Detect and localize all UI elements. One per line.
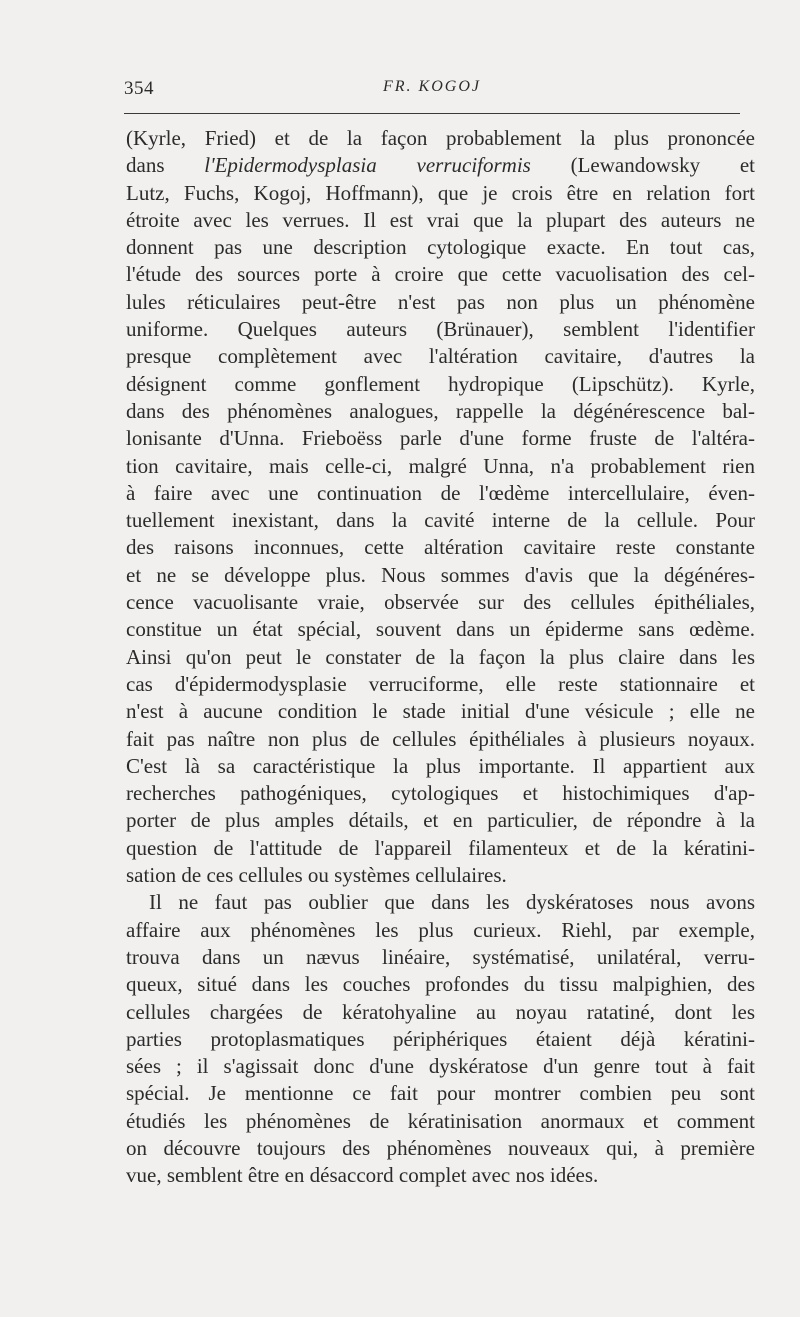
text-line xyxy=(126,1026,755,1053)
text-line xyxy=(126,1108,755,1135)
text-line xyxy=(126,726,755,753)
text-segment: lonisante d'Unna. Frieboëss parle d'une forme fruste de l'altéra- xyxy=(126,426,755,451)
text-segment: (Lewandowsky et xyxy=(530,153,755,178)
paragraph xyxy=(126,125,755,889)
text-segment: dans des phénomènes analogues, rappelle la dégénérescence bal- xyxy=(126,398,755,423)
text-segment: étroite avec les verrues. Il est vrai que la plupart des auteurs ne xyxy=(126,207,755,232)
text-segment: désignent comme gonflement hydropique (Lipschütz). Kyrle, xyxy=(126,371,755,396)
text-segment: affaire aux phénomènes les plus curieux. Riehl, par exemple, xyxy=(126,917,755,942)
text-segment: uniforme. Quelques auteurs (Brünauer), semblent l'identifier xyxy=(126,317,755,342)
text-line xyxy=(126,289,755,316)
text-segment: donnent pas une description cytologique exacte. En tout cas, xyxy=(126,235,755,260)
text-line xyxy=(126,1135,755,1162)
text-line xyxy=(126,234,755,261)
body-text xyxy=(126,125,755,1190)
italic-text-segment: l'Epidermodysplasia verruciformis xyxy=(204,153,531,178)
text-line xyxy=(126,971,755,998)
text-segment: (Kyrle, Fried) et de la façon probablement la plus prononcée xyxy=(126,126,755,150)
text-line xyxy=(126,807,755,834)
text-segment: et ne se développe plus. Nous sommes d'avis que la dégénéres- xyxy=(126,562,755,587)
text-segment: étudiés les phénomènes de kératinisation anormaux et comment xyxy=(126,1108,755,1133)
text-segment: parties protoplasmatiques périphériques étaient déjà kératini- xyxy=(126,1026,755,1051)
text-segment: dans xyxy=(126,153,205,178)
text-segment: cellules chargées de kératohyaline au noyau ratatiné, dont les xyxy=(126,999,755,1024)
text-line xyxy=(126,917,755,944)
text-segment: Il ne faut pas oublier que dans les dyskératoses nous avons xyxy=(149,890,755,915)
text-line xyxy=(126,644,755,671)
text-line xyxy=(126,261,755,288)
text-line xyxy=(126,425,755,452)
text-line xyxy=(126,999,755,1026)
header-rule xyxy=(124,113,740,114)
text-line xyxy=(126,753,755,780)
text-line xyxy=(126,589,755,616)
text-line xyxy=(126,562,755,589)
text-line xyxy=(126,1080,755,1107)
text-segment: on découvre toujours des phénomènes nouveaux qui, à première xyxy=(126,1135,755,1160)
paragraph xyxy=(126,889,755,1189)
text-line xyxy=(126,125,755,152)
text-segment: spécial. Je mentionne ce fait pour montrer combien peu sont xyxy=(126,1081,755,1106)
text-line xyxy=(126,152,755,179)
running-head xyxy=(124,78,740,104)
text-line xyxy=(126,180,755,207)
text-line xyxy=(126,534,755,561)
running-title: FR. KOGOJ xyxy=(383,78,481,95)
text-line xyxy=(126,698,755,725)
text-line xyxy=(126,944,755,971)
text-segment: à faire avec une continuation de l'œdème intercellulaire, éven- xyxy=(126,480,755,505)
text-segment: fait pas naître non plus de cellules épithéliales à plusieurs noyaux. xyxy=(126,726,755,751)
text-line xyxy=(126,371,755,398)
text-segment: question de l'attitude de l'appareil filamenteux et de la kératini- xyxy=(126,835,755,860)
text-line xyxy=(126,398,755,425)
text-segment: vue, semblent être en désaccord complet avec nos idées. xyxy=(126,1163,599,1188)
text-line xyxy=(126,207,755,234)
text-segment: l'étude des sources porte à croire que cette vacuolisation des cel- xyxy=(126,262,755,287)
text-segment: sation de ces cellules ou systèmes cellulaires. xyxy=(126,863,507,888)
text-segment: sées ; il s'agissait donc d'une dyskératose d'un genre tout à fait xyxy=(126,1054,755,1079)
text-segment: queux, situé dans les couches profondes du tissu malpighien, des xyxy=(126,972,755,997)
text-segment: Lutz, Fuchs, Kogoj, Hoffmann), que je crois être en relation fort xyxy=(126,180,755,205)
text-line xyxy=(126,1162,755,1189)
text-segment: des raisons inconnues, cette altération cavitaire reste constante xyxy=(126,535,755,560)
text-line xyxy=(126,780,755,807)
text-segment: Ainsi qu'on peut le constater de la façon la plus claire dans les xyxy=(126,644,755,669)
text-line xyxy=(126,889,755,916)
text-segment: n'est à aucune condition le stade initial d'une vésicule ; elle ne xyxy=(126,699,755,724)
text-segment: constitue un état spécial, souvent dans un épiderme sans œdème. xyxy=(126,617,755,642)
text-line xyxy=(126,1053,755,1080)
text-line xyxy=(126,343,755,370)
text-line xyxy=(126,480,755,507)
text-segment: tuellement inexistant, dans la cavité interne de la cellule. Pour xyxy=(126,508,755,533)
text-line xyxy=(126,453,755,480)
text-segment: tion cavitaire, mais celle-ci, malgré Unna, n'a probablement rien xyxy=(126,453,755,478)
text-segment: lules réticulaires peut-être n'est pas non plus un phénomène xyxy=(126,289,755,314)
text-segment: presque complètement avec l'altération cavitaire, d'autres la xyxy=(126,344,755,369)
text-line xyxy=(126,616,755,643)
text-segment: cence vacuolisante vraie, observée sur des cellules épithéliales, xyxy=(126,590,755,615)
text-line xyxy=(126,671,755,698)
text-segment: cas d'épidermodysplasie verruciforme, elle reste stationnaire et xyxy=(126,671,755,696)
text-line xyxy=(126,316,755,343)
page-number: 354 xyxy=(124,78,154,99)
text-segment: recherches pathogéniques, cytologiques et histochimiques d'ap- xyxy=(126,781,755,806)
text-segment: C'est là sa caractéristique la plus importante. Il appartient aux xyxy=(126,753,755,778)
text-segment: porter de plus amples détails, et en particulier, de répondre à la xyxy=(126,808,755,833)
text-line xyxy=(126,835,755,862)
text-line xyxy=(126,862,755,889)
text-line xyxy=(126,507,755,534)
text-segment: trouva dans un nævus linéaire, systématisé, unilatéral, verru- xyxy=(126,944,755,969)
